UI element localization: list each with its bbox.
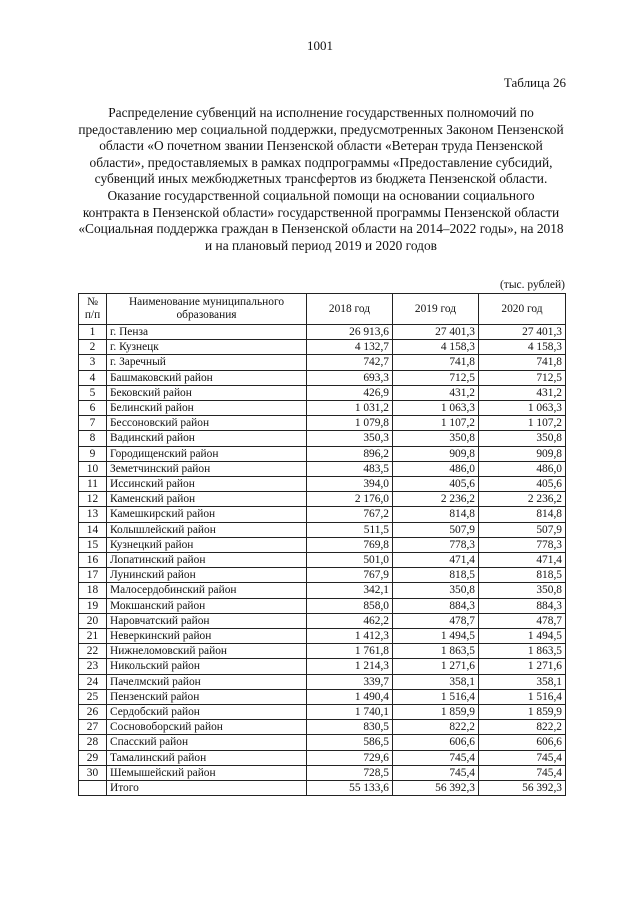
value-2020: 741,8 xyxy=(479,355,566,370)
row-number: 5 xyxy=(79,385,107,400)
municipality-name: Пензенский район xyxy=(107,689,307,704)
table-row xyxy=(79,477,566,492)
municipality-name: Земетчинский район xyxy=(107,461,307,476)
row-number: 10 xyxy=(79,461,107,476)
value-2019: 1 107,2 xyxy=(393,416,479,431)
document-title: Распределение субвенций на исполнение государственных полномочий по предоставлению мер социальной поддержки, предусмотренных Законом Пензенской области «О почетном звании Пензенской области «Ветеран труда Пензенской области», предоставляемых в рамках подпрограммы «Предоставление субсидий, субвенций иных межбюджетных трансфертов из бюджета Пензенской области. Оказание государственной социальной помощи на основании социального контракта в Пензенской области» государственной программы Пензенской области «Социальная поддержка граждан в Пензенской области на 2014–2022 годы», на 2018 и на плановый период 2019 и 2020 годов xyxy=(78,105,564,253)
row-number: 20 xyxy=(79,613,107,628)
subvention-table xyxy=(78,293,566,796)
row-number: 7 xyxy=(79,416,107,431)
table-row xyxy=(79,370,566,385)
municipality-name: г. Кузнецк xyxy=(107,340,307,355)
value-2019: 745,4 xyxy=(393,750,479,765)
value-2018: 2 176,0 xyxy=(307,492,393,507)
value-2019: 606,6 xyxy=(393,735,479,750)
row-number: 1 xyxy=(79,325,107,340)
municipality-name: Городищенский район xyxy=(107,446,307,461)
value-2019: 814,8 xyxy=(393,507,479,522)
value-2020: 1 063,3 xyxy=(479,401,566,416)
table-row xyxy=(79,385,566,400)
value-2019: 712,5 xyxy=(393,370,479,385)
table-label: Таблица 26 xyxy=(503,75,566,90)
municipality-name: Нижнеломовский район xyxy=(107,644,307,659)
table-row xyxy=(79,705,566,720)
total-2018: 55 133,6 xyxy=(307,781,393,796)
value-2018: 1 740,1 xyxy=(307,705,393,720)
row-number: 26 xyxy=(79,705,107,720)
value-2019: 909,8 xyxy=(393,446,479,461)
header-2019: 2019 год xyxy=(393,294,479,325)
value-2018: 1 412,3 xyxy=(307,629,393,644)
total-2019: 56 392,3 xyxy=(393,781,479,796)
municipality-name: Лунинский район xyxy=(107,568,307,583)
value-2020: 405,6 xyxy=(479,477,566,492)
total-2020: 56 392,3 xyxy=(479,781,566,796)
value-2019: 741,8 xyxy=(393,355,479,370)
municipality-name: Каменский район xyxy=(107,492,307,507)
value-2018: 483,5 xyxy=(307,461,393,476)
municipality-name: Кузнецкий район xyxy=(107,537,307,552)
value-2019: 358,1 xyxy=(393,674,479,689)
municipality-name: Камешкирский район xyxy=(107,507,307,522)
table-row xyxy=(79,553,566,568)
value-2018: 394,0 xyxy=(307,477,393,492)
value-2020: 818,5 xyxy=(479,568,566,583)
municipality-name: Бековский район xyxy=(107,385,307,400)
table-row xyxy=(79,461,566,476)
value-2019: 1 271,6 xyxy=(393,659,479,674)
value-2018: 1 214,3 xyxy=(307,659,393,674)
value-2020: 1 516,4 xyxy=(479,689,566,704)
value-2020: 471,4 xyxy=(479,553,566,568)
table-row xyxy=(79,340,566,355)
row-number: 27 xyxy=(79,720,107,735)
header-2018: 2018 год xyxy=(307,294,393,325)
row-number: 29 xyxy=(79,750,107,765)
row-number: 18 xyxy=(79,583,107,598)
municipality-name: Неверкинский район xyxy=(107,629,307,644)
municipality-name: Наровчатский район xyxy=(107,613,307,628)
value-2018: 586,5 xyxy=(307,735,393,750)
value-2018: 350,3 xyxy=(307,431,393,446)
value-2018: 511,5 xyxy=(307,522,393,537)
table-row xyxy=(79,674,566,689)
row-number: 22 xyxy=(79,644,107,659)
value-2019: 778,3 xyxy=(393,537,479,552)
value-2019: 431,2 xyxy=(393,385,479,400)
value-2019: 486,0 xyxy=(393,461,479,476)
value-2018: 767,2 xyxy=(307,507,393,522)
total-label: Итого xyxy=(107,781,307,796)
municipality-name: Тамалинский район xyxy=(107,750,307,765)
municipality-name: Спасский район xyxy=(107,735,307,750)
value-2020: 745,4 xyxy=(479,750,566,765)
value-2018: 1 490,4 xyxy=(307,689,393,704)
row-number: 14 xyxy=(79,522,107,537)
value-2020: 884,3 xyxy=(479,598,566,613)
table-row xyxy=(79,401,566,416)
table-row xyxy=(79,507,566,522)
value-2020: 2 236,2 xyxy=(479,492,566,507)
municipality-name: г. Заречный xyxy=(107,355,307,370)
value-2019: 478,7 xyxy=(393,613,479,628)
value-2019: 405,6 xyxy=(393,477,479,492)
table-row xyxy=(79,446,566,461)
value-2018: 769,8 xyxy=(307,537,393,552)
row-number: 2 xyxy=(79,340,107,355)
row-number: 25 xyxy=(79,689,107,704)
value-2020: 350,8 xyxy=(479,583,566,598)
row-number: 23 xyxy=(79,659,107,674)
value-2018: 339,7 xyxy=(307,674,393,689)
value-2020: 1 863,5 xyxy=(479,644,566,659)
row-number: 17 xyxy=(79,568,107,583)
value-2018: 4 132,7 xyxy=(307,340,393,355)
value-2019: 745,4 xyxy=(393,765,479,780)
row-number: 11 xyxy=(79,477,107,492)
value-2020: 486,0 xyxy=(479,461,566,476)
municipality-name: Колышлейский район xyxy=(107,522,307,537)
page-number: 1001 xyxy=(307,38,333,53)
value-2019: 4 158,3 xyxy=(393,340,479,355)
value-2020: 358,1 xyxy=(479,674,566,689)
table-row xyxy=(79,537,566,552)
row-number: 28 xyxy=(79,735,107,750)
table-body xyxy=(79,325,566,781)
table-row xyxy=(79,568,566,583)
table-row xyxy=(79,750,566,765)
value-2020: 909,8 xyxy=(479,446,566,461)
table-row xyxy=(79,355,566,370)
value-2020: 1 107,2 xyxy=(479,416,566,431)
table-row xyxy=(79,325,566,340)
value-2018: 1 031,2 xyxy=(307,401,393,416)
value-2018: 342,1 xyxy=(307,583,393,598)
municipality-name: г. Пенза xyxy=(107,325,307,340)
row-number: 21 xyxy=(79,629,107,644)
value-2018: 1 079,8 xyxy=(307,416,393,431)
municipality-name: Иссинский район xyxy=(107,477,307,492)
value-2018: 426,9 xyxy=(307,385,393,400)
municipality-name: Бессоновский район xyxy=(107,416,307,431)
value-2020: 1 494,5 xyxy=(479,629,566,644)
value-2019: 27 401,3 xyxy=(393,325,479,340)
value-2018: 728,5 xyxy=(307,765,393,780)
table-row xyxy=(79,598,566,613)
value-2018: 1 761,8 xyxy=(307,644,393,659)
value-2018: 896,2 xyxy=(307,446,393,461)
table-row xyxy=(79,765,566,780)
header-name: Наименование муниципального образования xyxy=(107,294,307,325)
municipality-name: Мокшанский район xyxy=(107,598,307,613)
value-2018: 501,0 xyxy=(307,553,393,568)
value-2020: 814,8 xyxy=(479,507,566,522)
table-row xyxy=(79,629,566,644)
row-number: 3 xyxy=(79,355,107,370)
table-row xyxy=(79,613,566,628)
value-2019: 1 063,3 xyxy=(393,401,479,416)
value-2020: 431,2 xyxy=(479,385,566,400)
row-number: 6 xyxy=(79,401,107,416)
table-row xyxy=(79,583,566,598)
value-2019: 471,4 xyxy=(393,553,479,568)
value-2019: 1 863,5 xyxy=(393,644,479,659)
value-2018: 858,0 xyxy=(307,598,393,613)
value-2018: 693,3 xyxy=(307,370,393,385)
value-2019: 818,5 xyxy=(393,568,479,583)
value-2019: 822,2 xyxy=(393,720,479,735)
units-label: (тыс. рублей) xyxy=(499,279,565,291)
table-row xyxy=(79,659,566,674)
value-2019: 884,3 xyxy=(393,598,479,613)
municipality-name: Вадинский район xyxy=(107,431,307,446)
municipality-name: Лопатинский район xyxy=(107,553,307,568)
value-2020: 712,5 xyxy=(479,370,566,385)
row-number: 16 xyxy=(79,553,107,568)
value-2019: 1 859,9 xyxy=(393,705,479,720)
value-2019: 507,9 xyxy=(393,522,479,537)
row-number: 24 xyxy=(79,674,107,689)
row-number: 4 xyxy=(79,370,107,385)
header-num: № п/п xyxy=(79,294,107,325)
row-number: 13 xyxy=(79,507,107,522)
value-2019: 350,8 xyxy=(393,431,479,446)
total-row xyxy=(79,781,566,796)
row-number: 30 xyxy=(79,765,107,780)
value-2018: 729,6 xyxy=(307,750,393,765)
row-number: 9 xyxy=(79,446,107,461)
table-row xyxy=(79,492,566,507)
value-2018: 742,7 xyxy=(307,355,393,370)
row-number: 15 xyxy=(79,537,107,552)
value-2018: 462,2 xyxy=(307,613,393,628)
value-2019: 1 494,5 xyxy=(393,629,479,644)
row-number: 8 xyxy=(79,431,107,446)
value-2019: 350,8 xyxy=(393,583,479,598)
value-2020: 606,6 xyxy=(479,735,566,750)
municipality-name: Башмаковский район xyxy=(107,370,307,385)
value-2018: 830,5 xyxy=(307,720,393,735)
value-2020: 4 158,3 xyxy=(479,340,566,355)
value-2020: 822,2 xyxy=(479,720,566,735)
municipality-name: Сосновоборский район xyxy=(107,720,307,735)
value-2018: 767,9 xyxy=(307,568,393,583)
table-row xyxy=(79,416,566,431)
value-2018: 26 913,6 xyxy=(307,325,393,340)
municipality-name: Сердобский район xyxy=(107,705,307,720)
total-num-cell xyxy=(79,781,107,796)
value-2020: 350,8 xyxy=(479,431,566,446)
table-row xyxy=(79,735,566,750)
municipality-name: Малосердобинский район xyxy=(107,583,307,598)
municipality-name: Шемышейский район xyxy=(107,765,307,780)
value-2020: 745,4 xyxy=(479,765,566,780)
table-row xyxy=(79,644,566,659)
table-row xyxy=(79,689,566,704)
table-header-row xyxy=(79,294,566,325)
municipality-name: Никольский район xyxy=(107,659,307,674)
value-2020: 1 859,9 xyxy=(479,705,566,720)
value-2020: 1 271,6 xyxy=(479,659,566,674)
table-row xyxy=(79,720,566,735)
header-2020: 2020 год xyxy=(479,294,566,325)
table-row xyxy=(79,522,566,537)
value-2020: 778,3 xyxy=(479,537,566,552)
value-2019: 1 516,4 xyxy=(393,689,479,704)
value-2020: 478,7 xyxy=(479,613,566,628)
table-row xyxy=(79,431,566,446)
value-2020: 507,9 xyxy=(479,522,566,537)
value-2019: 2 236,2 xyxy=(393,492,479,507)
municipality-name: Белинский район xyxy=(107,401,307,416)
row-number: 12 xyxy=(79,492,107,507)
municipality-name: Пачелмский район xyxy=(107,674,307,689)
value-2020: 27 401,3 xyxy=(479,325,566,340)
row-number: 19 xyxy=(79,598,107,613)
